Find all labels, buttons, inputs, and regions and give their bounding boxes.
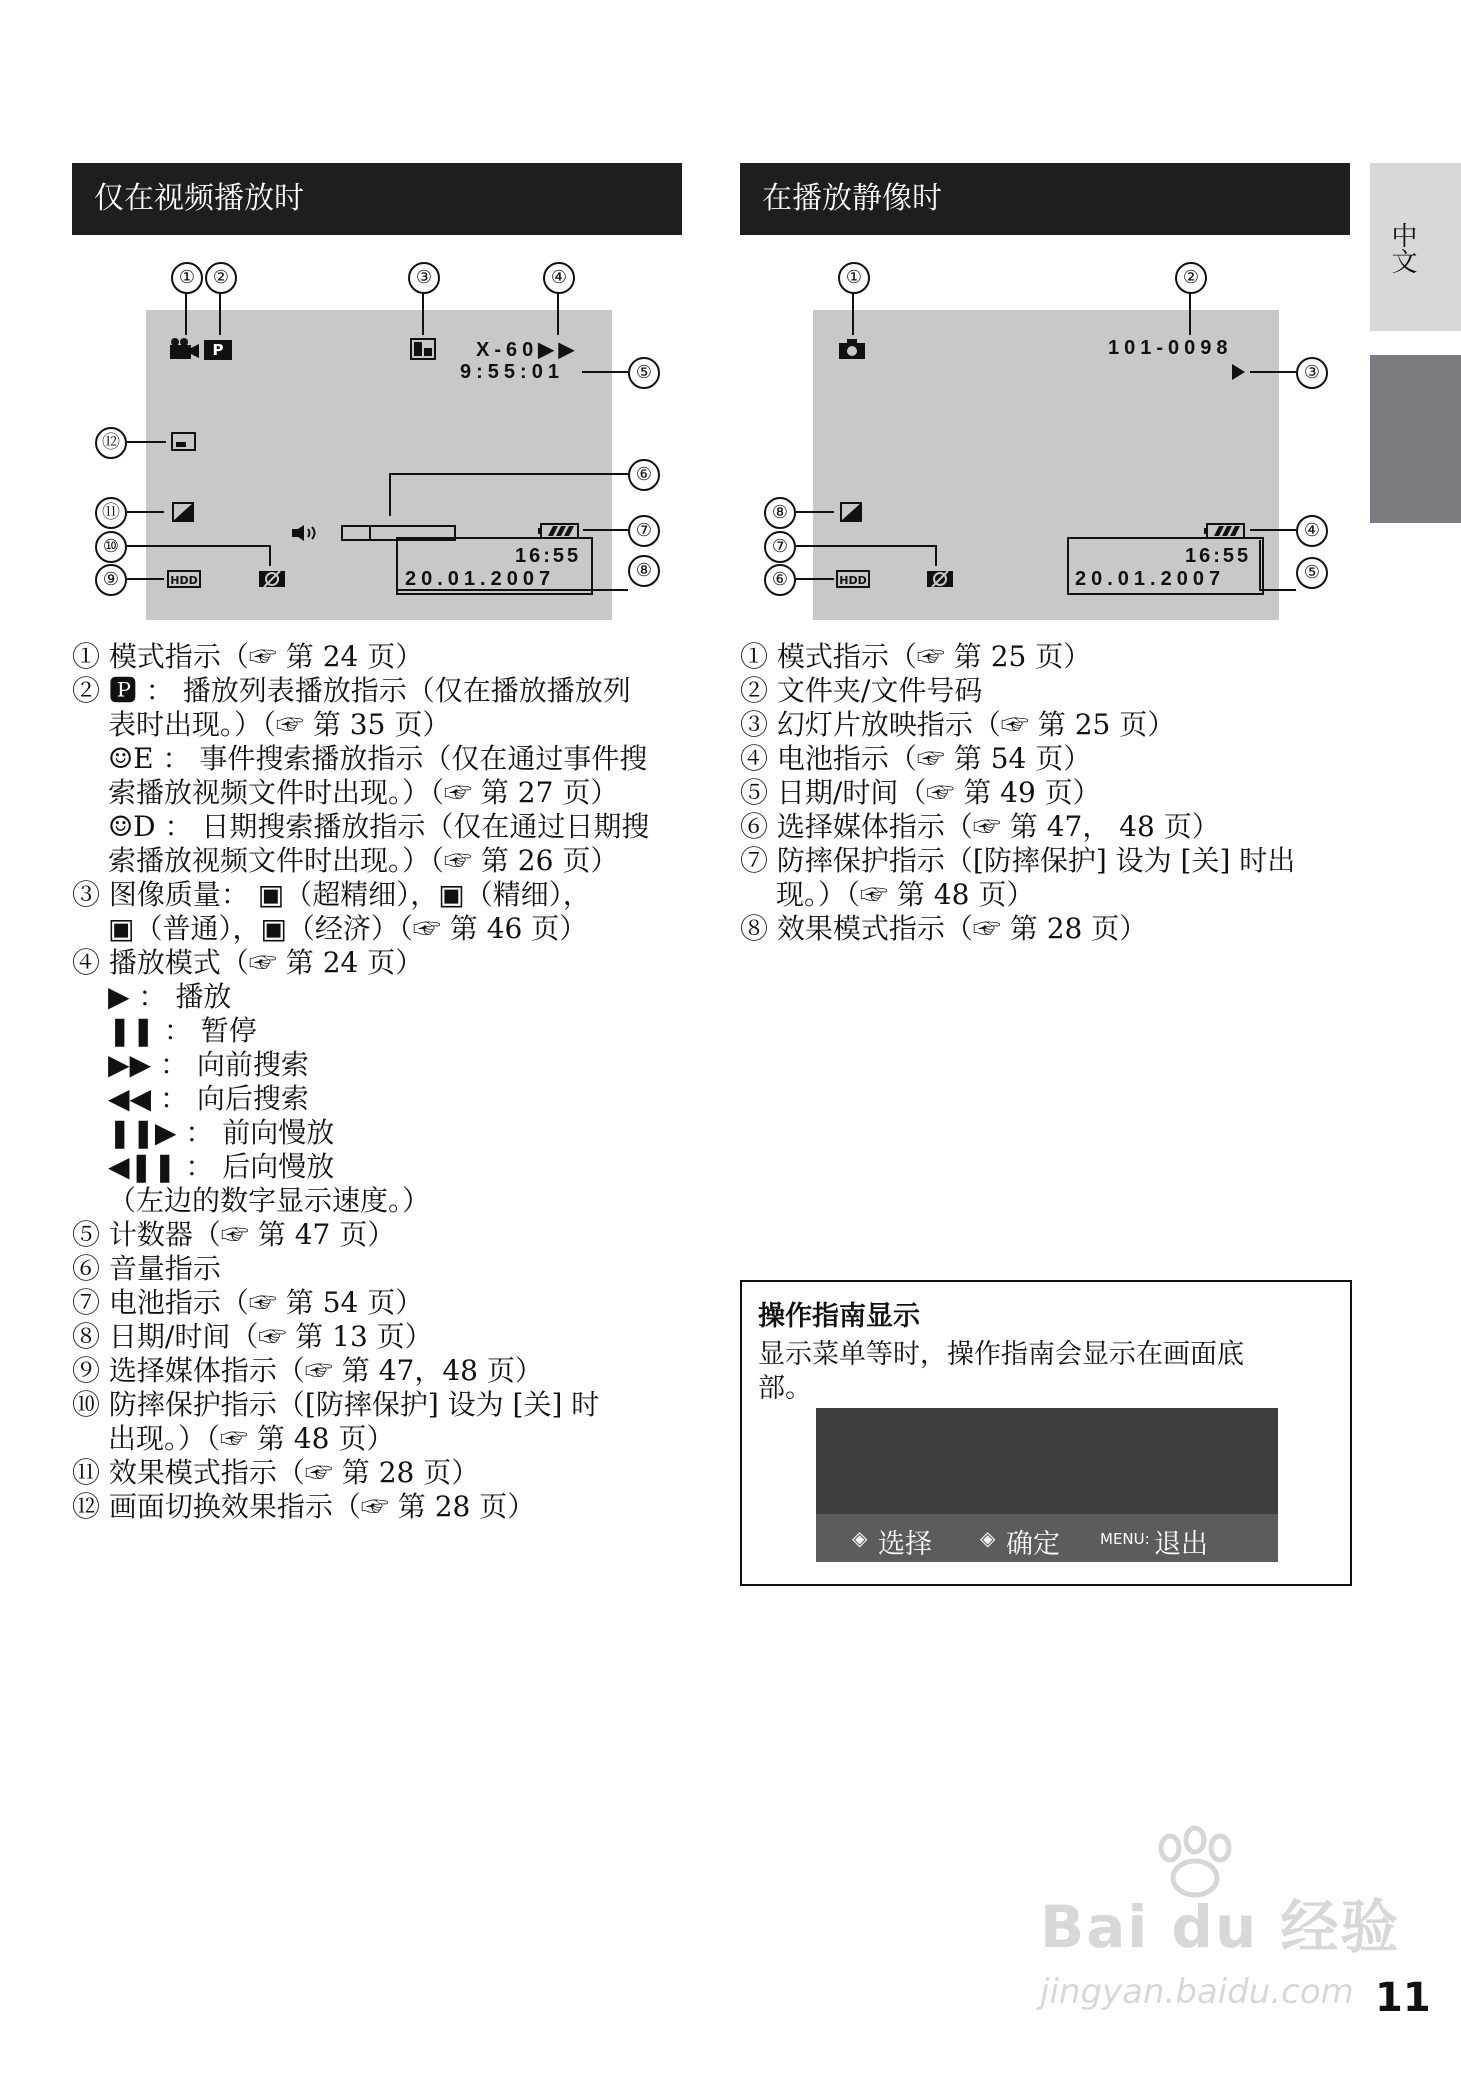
- battery-icon: [1204, 523, 1246, 539]
- watermark-brand: Bai du 经验: [1040, 1893, 1401, 1961]
- list-item: ☺D ： 日期搜索播放指示（仅在通过日期搜: [108, 810, 650, 843]
- list-item: 现。）（☞ 第 48 页）: [776, 878, 1035, 911]
- list-item: ▶▶ ： 向前搜索: [108, 1048, 309, 1081]
- time-readout: 16:55: [515, 545, 582, 567]
- callout-2: ②: [1175, 262, 1207, 294]
- callout-3: ③: [1296, 357, 1328, 389]
- list-item: ❚❚▶ ： 前向慢放: [108, 1116, 335, 1149]
- exit-label: 退出: [1154, 1529, 1208, 1560]
- callout-3: ③: [408, 262, 440, 294]
- callout-5: ⑤: [628, 357, 660, 389]
- camera-icon: [838, 338, 868, 360]
- drop-detection-off-icon: [926, 568, 954, 590]
- paw-icon: [1150, 1828, 1240, 1902]
- list-item: ② 文件夹/文件号码: [740, 674, 983, 707]
- list-item: 出现。）（☞ 第 48 页）: [108, 1422, 395, 1455]
- list-item: ④ 电池指示（☞ 第 54 页）: [740, 742, 1092, 775]
- list-item: ① 模式指示（☞ 第 25 页）: [740, 640, 1092, 673]
- callout-1: ①: [838, 262, 870, 294]
- guide-bar: [816, 1514, 1278, 1562]
- select-label: 选择: [878, 1529, 932, 1560]
- callout-4: ④: [543, 262, 575, 294]
- operation-guide-box: [740, 1280, 1352, 1586]
- guide-text-line1: 显示菜单等时，操作指南会显示在画面底: [758, 1339, 1244, 1370]
- date-readout: 20.01.2007: [405, 568, 556, 590]
- effect-mode-icon: [840, 502, 862, 522]
- menu-prefix: MENU:: [1100, 1530, 1150, 1548]
- slideshow-play-icon: [1232, 364, 1246, 380]
- right-section-title: 在播放静像时: [762, 181, 942, 216]
- list-item: 索播放视频文件时出现。）（☞ 第 26 页）: [108, 844, 619, 877]
- guide-text-line2: 部。: [758, 1373, 812, 1404]
- callout-11: ⑪: [95, 497, 127, 529]
- callout-9: ⑨: [95, 564, 127, 596]
- callout-6: ⑥: [764, 564, 796, 596]
- callout-12: ⑫: [95, 427, 127, 459]
- callout-10: ⑩: [95, 531, 127, 563]
- hdd-icon: HDD: [836, 570, 870, 588]
- list-item: 索播放视频文件时出现。）（☞ 第 27 页）: [108, 776, 619, 809]
- playlist-icon: P: [204, 340, 232, 360]
- callout-1: ①: [171, 262, 203, 294]
- list-item: ③ 图像质量： ▣（超精细），▣（精细），: [72, 878, 591, 911]
- select-joystick-icon: ◈: [852, 1526, 868, 1550]
- right-legend-list: [740, 640, 1360, 946]
- page-number: 11: [1375, 1975, 1431, 2021]
- callout-2: ②: [205, 262, 237, 294]
- list-item: ⑧ 日期/时间（☞ 第 13 页）: [72, 1320, 433, 1353]
- list-item: ⑫ 画面切换效果指示（☞ 第 28 页）: [72, 1490, 536, 1523]
- list-item: ⑦ 防摔保护指示（[防摔保护] 设为 [关] 时出: [740, 844, 1296, 877]
- confirm-label: 确定: [1006, 1529, 1060, 1560]
- list-item: ▶ ： 播放: [108, 980, 232, 1013]
- list-item: ⑤ 日期/时间（☞ 第 49 页）: [740, 776, 1101, 809]
- language-tab-label: 中文: [1387, 222, 1417, 274]
- callout-8: ⑧: [764, 497, 796, 529]
- watermark-url: jingyan.baidu.com: [1040, 1972, 1354, 2012]
- list-item: ⑪ 效果模式指示（☞ 第 28 页）: [72, 1456, 480, 1489]
- list-item: ⑥ 选择媒体指示（☞ 第 47， 48 页）: [740, 810, 1220, 843]
- playback-mode-readout: X-60▶▶: [476, 339, 580, 361]
- list-item: ④ 播放模式（☞ 第 24 页）: [72, 946, 424, 979]
- list-item: ◀◀ ： 向后搜索: [108, 1082, 309, 1115]
- list-item: ② 🅿 ： 播放列表播放指示（仅在播放播放列: [72, 674, 631, 707]
- file-number-readout: 101-0098: [1108, 337, 1233, 359]
- list-item: ▣（普通），▣（经济）（☞ 第 46 页）: [108, 912, 588, 945]
- guide-screen: [816, 1408, 1278, 1562]
- callout-8: ⑧: [628, 555, 660, 587]
- time-readout: 16:55: [1185, 545, 1252, 567]
- counter-readout: 9:55:01: [460, 361, 564, 383]
- list-item: ① 模式指示（☞ 第 24 页）: [72, 640, 424, 673]
- callout-7: ⑦: [764, 531, 796, 563]
- list-item: ⑩ 防摔保护指示（[防摔保护] 设为 [关] 时: [72, 1388, 600, 1421]
- guide-title: 操作指南显示: [758, 1301, 920, 1332]
- list-item: ⑦ 电池指示（☞ 第 54 页）: [72, 1286, 424, 1319]
- hdd-icon: HDD: [167, 570, 201, 588]
- callout-7: ⑦: [628, 515, 660, 547]
- list-item: ⑤ 计数器（☞ 第 47 页）: [72, 1218, 396, 1251]
- callout-6: ⑥: [628, 459, 660, 491]
- list-item: （左边的数字显示速度。）: [108, 1184, 431, 1217]
- confirm-joystick-icon: ◈: [980, 1526, 996, 1550]
- callout-5: ⑤: [1296, 557, 1328, 589]
- list-item: ⑨ 选择媒体指示（☞ 第 47，48 页）: [72, 1354, 543, 1387]
- list-item: ⑧ 效果模式指示（☞ 第 28 页）: [740, 912, 1148, 945]
- list-item: ❚❚ ： 暂停: [108, 1014, 257, 1047]
- list-item: ◀❚❚ ： 后向慢放: [108, 1150, 335, 1183]
- left-section-title: 仅在视频播放时: [94, 181, 304, 216]
- callout-4: ④: [1296, 515, 1328, 547]
- date-readout: 20.01.2007: [1075, 568, 1226, 590]
- list-item: ③ 幻灯片放映指示（☞ 第 25 页）: [740, 708, 1176, 741]
- list-item: ⑥ 音量指示: [72, 1252, 221, 1285]
- list-item: ☺E ： 事件搜索播放指示（仅在通过事件搜: [108, 742, 648, 775]
- list-item: 表时出现。）（☞ 第 35 页）: [108, 708, 451, 741]
